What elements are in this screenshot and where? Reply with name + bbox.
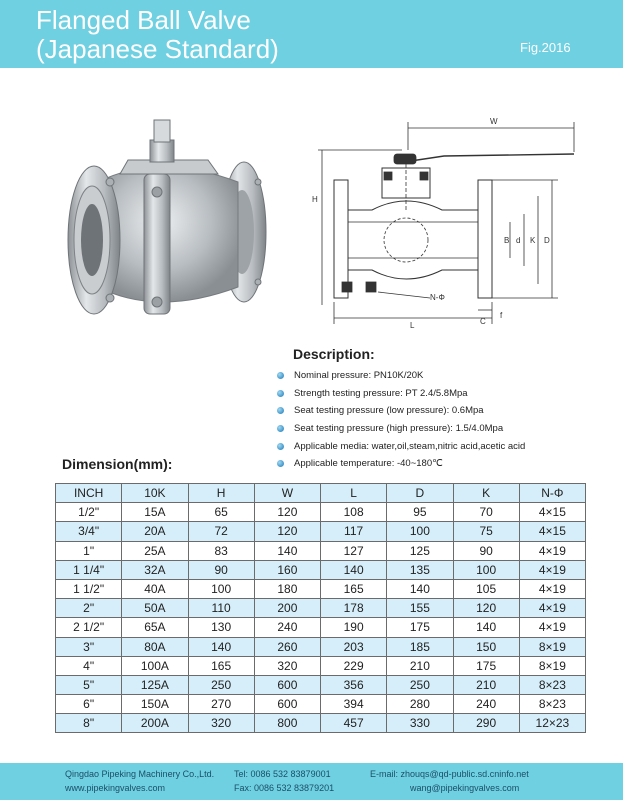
table-body xyxy=(56,503,586,733)
table-row xyxy=(56,618,586,637)
table-cell: 3" xyxy=(56,637,122,656)
bullet-icon xyxy=(277,407,284,414)
table-cell: 800 xyxy=(254,714,320,733)
table-cell: 175 xyxy=(387,618,453,637)
title-line-1: Flanged Ball Valve xyxy=(36,5,251,35)
description-text: Strength testing pressure: PT 2.4/5.8Mpa xyxy=(294,387,468,399)
description-text: Applicable temperature: -40~180℃ xyxy=(294,458,443,470)
table-cell: 4" xyxy=(56,656,122,675)
description-text: Nominal pressure: PN10K/20K xyxy=(294,370,424,382)
table-row xyxy=(56,637,586,656)
table-row xyxy=(56,675,586,694)
table-cell: 160 xyxy=(254,560,320,579)
table-cell: 210 xyxy=(453,675,519,694)
table-cell: 50A xyxy=(122,599,188,618)
table-cell: 4×19 xyxy=(519,579,585,598)
label-d-big: D xyxy=(544,236,550,245)
bullet-icon xyxy=(277,443,284,450)
table-cell: 2 1/2" xyxy=(56,618,122,637)
table-cell: 155 xyxy=(387,599,453,618)
table-cell: 200 xyxy=(254,599,320,618)
table-cell: 330 xyxy=(387,714,453,733)
table-cell: 130 xyxy=(188,618,254,637)
label-f: f xyxy=(500,311,503,320)
table-cell: 1" xyxy=(56,541,122,560)
table-cell: 125A xyxy=(122,675,188,694)
table-cell: 2" xyxy=(56,599,122,618)
dimension-table-wrap xyxy=(55,483,586,733)
table-cell: 185 xyxy=(387,637,453,656)
table-cell: 150 xyxy=(453,637,519,656)
table-cell: 90 xyxy=(453,541,519,560)
table-cell: 117 xyxy=(321,522,387,541)
page-title xyxy=(36,6,279,64)
table-cell: 4×19 xyxy=(519,599,585,618)
column-header: N-Φ xyxy=(519,484,585,503)
description-item xyxy=(277,420,525,438)
column-header: INCH xyxy=(56,484,122,503)
table-cell: 394 xyxy=(321,695,387,714)
table-cell: 105 xyxy=(453,579,519,598)
table-cell: 95 xyxy=(387,503,453,522)
table-cell: 100A xyxy=(122,656,188,675)
table-cell: 178 xyxy=(321,599,387,618)
table-cell: 150A xyxy=(122,695,188,714)
table-cell: 240 xyxy=(254,618,320,637)
table-cell: 120 xyxy=(254,522,320,541)
table-cell: 229 xyxy=(321,656,387,675)
column-header: 10K xyxy=(122,484,188,503)
table-cell: 200A xyxy=(122,714,188,733)
table-cell: 1 1/4" xyxy=(56,560,122,579)
table-cell: 165 xyxy=(188,656,254,675)
figure-number: Fig.2016 xyxy=(520,40,571,55)
description-text: Seat testing pressure (high pressure): 1.5/4.0Mpa xyxy=(294,423,504,435)
table-cell: 140 xyxy=(321,560,387,579)
table-cell: 100 xyxy=(387,522,453,541)
table-cell: 140 xyxy=(188,637,254,656)
footer-fax: Fax: 0086 532 83879201 xyxy=(234,783,335,793)
description-item xyxy=(277,367,525,385)
table-cell: 180 xyxy=(254,579,320,598)
table-cell: 3/4" xyxy=(56,522,122,541)
table-cell: 8×19 xyxy=(519,656,585,675)
label-l: L xyxy=(410,321,415,330)
table-cell: 70 xyxy=(453,503,519,522)
table-cell: 40A xyxy=(122,579,188,598)
table-cell: 4×15 xyxy=(519,503,585,522)
table-cell: 8×23 xyxy=(519,675,585,694)
table-cell: 80A xyxy=(122,637,188,656)
table-cell: 320 xyxy=(188,714,254,733)
table-cell: 175 xyxy=(453,656,519,675)
table-cell: 210 xyxy=(387,656,453,675)
label-k: K xyxy=(530,236,536,245)
table-cell: 100 xyxy=(188,579,254,598)
column-header: K xyxy=(453,484,519,503)
table-cell: 290 xyxy=(453,714,519,733)
column-header: W xyxy=(254,484,320,503)
table-cell: 100 xyxy=(453,560,519,579)
table-row xyxy=(56,522,586,541)
table-cell: 165 xyxy=(321,579,387,598)
table-cell: 320 xyxy=(254,656,320,675)
table-cell: 65 xyxy=(188,503,254,522)
footer-tel: Tel: 0086 532 83879001 xyxy=(234,769,331,779)
description-item xyxy=(277,385,525,403)
table-row xyxy=(56,579,586,598)
table-cell: 356 xyxy=(321,675,387,694)
table-cell: 8" xyxy=(56,714,122,733)
table-cell: 1 1/2" xyxy=(56,579,122,598)
footer-email-2[interactable]: wang@pipekingvalves.com xyxy=(410,783,520,793)
table-row xyxy=(56,503,586,522)
table-row xyxy=(56,695,586,714)
table-row xyxy=(56,541,586,560)
table-cell: 140 xyxy=(254,541,320,560)
table-cell: 270 xyxy=(188,695,254,714)
bullet-icon xyxy=(277,460,284,467)
column-header: L xyxy=(321,484,387,503)
table-cell: 190 xyxy=(321,618,387,637)
table-row xyxy=(56,656,586,675)
table-cell: 4×19 xyxy=(519,618,585,637)
header-band xyxy=(0,0,623,68)
bullet-icon xyxy=(277,372,284,379)
table-cell: 280 xyxy=(387,695,453,714)
table-cell: 250 xyxy=(188,675,254,694)
table-cell: 1/2" xyxy=(56,503,122,522)
description-item xyxy=(277,402,525,420)
table-cell: 72 xyxy=(188,522,254,541)
table-cell: 120 xyxy=(453,599,519,618)
label-c: C xyxy=(480,317,486,326)
dimension-table xyxy=(55,483,586,733)
footer-company: Qingdao Pipeking Machinery Co.,Ltd. xyxy=(65,769,215,779)
label-b: B xyxy=(504,236,510,245)
valve-photo xyxy=(58,112,270,330)
bullet-icon xyxy=(277,390,284,397)
footer-website[interactable]: www.pipekingvalves.com xyxy=(65,783,166,793)
label-w: W xyxy=(490,117,498,126)
table-cell: 75 xyxy=(453,522,519,541)
table-cell: 135 xyxy=(387,560,453,579)
bullet-icon xyxy=(277,425,284,432)
table-cell: 90 xyxy=(188,560,254,579)
table-header-row xyxy=(56,484,586,503)
table-cell: 600 xyxy=(254,675,320,694)
table-cell: 108 xyxy=(321,503,387,522)
table-cell: 600 xyxy=(254,695,320,714)
table-row xyxy=(56,714,586,733)
table-cell: 25A xyxy=(122,541,188,560)
table-cell: 5" xyxy=(56,675,122,694)
table-cell: 15A xyxy=(122,503,188,522)
description-text: Seat testing pressure (low pressure): 0.6Mpa xyxy=(294,405,484,417)
table-cell: 8×19 xyxy=(519,637,585,656)
table-cell: 125 xyxy=(387,541,453,560)
table-cell: 120 xyxy=(254,503,320,522)
table-cell: 65A xyxy=(122,618,188,637)
table-cell: 110 xyxy=(188,599,254,618)
table-cell: 12×23 xyxy=(519,714,585,733)
table-cell: 20A xyxy=(122,522,188,541)
dimension-heading: Dimension(mm): xyxy=(62,456,173,472)
description-list xyxy=(277,367,525,473)
table-cell: 6" xyxy=(56,695,122,714)
table-cell: 203 xyxy=(321,637,387,656)
description-heading: Description: xyxy=(293,346,375,362)
footer-band xyxy=(0,763,623,800)
table-cell: 4×19 xyxy=(519,560,585,579)
table-cell: 250 xyxy=(387,675,453,694)
table-row xyxy=(56,599,586,618)
column-header: D xyxy=(387,484,453,503)
valve-technical-drawing xyxy=(312,110,582,335)
table-cell: 83 xyxy=(188,541,254,560)
table-cell: 457 xyxy=(321,714,387,733)
table-cell: 260 xyxy=(254,637,320,656)
table-cell: 4×15 xyxy=(519,522,585,541)
table-cell: 4×19 xyxy=(519,541,585,560)
table-cell: 240 xyxy=(453,695,519,714)
table-cell: 8×23 xyxy=(519,695,585,714)
label-n-phi: N-Φ xyxy=(430,293,445,302)
column-header: H xyxy=(188,484,254,503)
table-cell: 32A xyxy=(122,560,188,579)
description-item xyxy=(277,455,525,473)
description-item xyxy=(277,437,525,455)
table-row xyxy=(56,560,586,579)
table-cell: 140 xyxy=(453,618,519,637)
table-cell: 127 xyxy=(321,541,387,560)
footer-email-1[interactable]: E-mail: zhouqs@qd-public.sd.cninfo.net xyxy=(370,769,529,779)
label-d-small: d xyxy=(516,236,521,245)
table-cell: 140 xyxy=(387,579,453,598)
description-text: Applicable media: water,oil,steam,nitric acid,acetic acid xyxy=(294,440,526,452)
label-h: H xyxy=(312,195,318,204)
title-line-2: (Japanese Standard) xyxy=(36,34,279,64)
